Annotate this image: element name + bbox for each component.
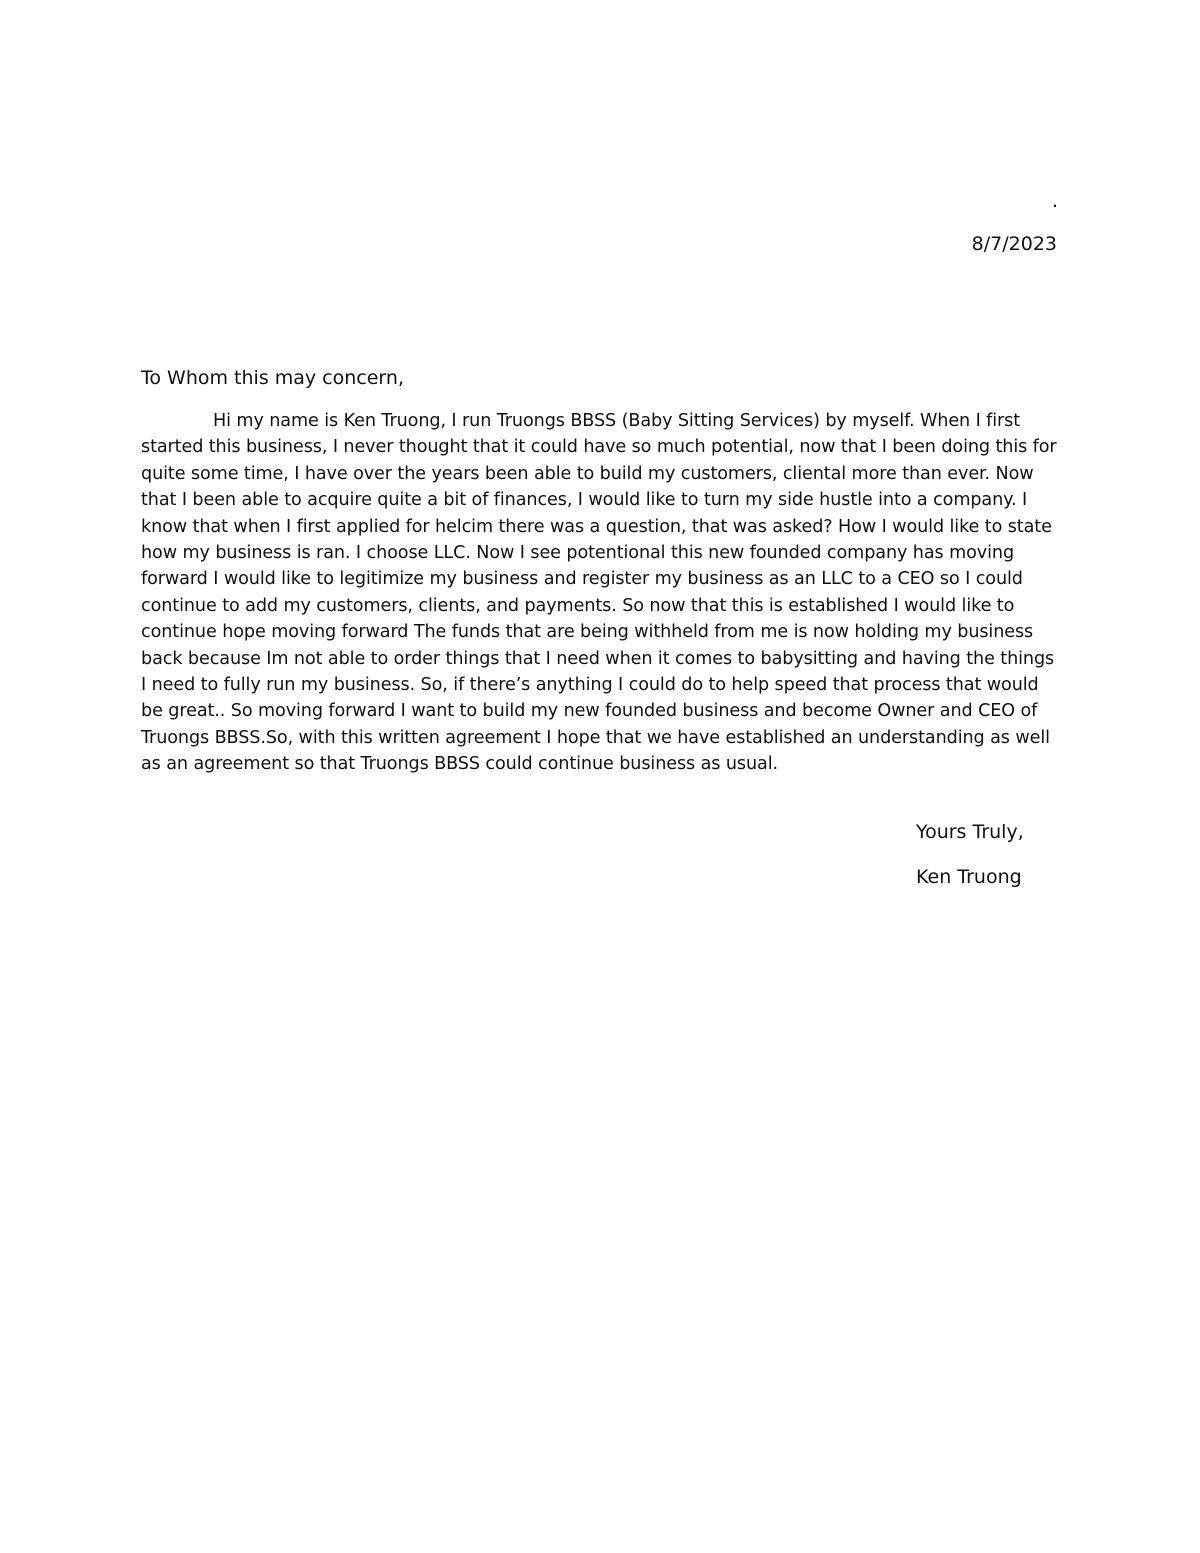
letter-closing: Yours Truly, xyxy=(916,821,1024,843)
letter-salutation: To Whom this may concern, xyxy=(141,367,404,389)
header-dot: . xyxy=(1051,190,1058,212)
letter-body: Hi my name is Ken Truong, I run Truongs BBSS (Baby Sitting Services) by myself. When I first started this business, I never thought that it could have so much potential, now that I been doing this for quite some time, I have over the years been able to build my customers, cliental more than ever. Now that I been able to acquire quite a bit of finances, I would like to turn my side hustle into a company. I know that when I first applied for helcim there was a question, that was asked? How I would like to state how my business is ran. I choose LLC. Now I see potentional this new founded company has moving forward I would like to legitimize my business and register my business as an LLC to a CEO so I could continue to add my customers, clients, and payments. So now that this is established I would like to continue hope moving forward The funds that are being withheld from me is now holding my business back because Im not able to order things that I need when it comes to babysitting and having the things I need to fully run my business. So, if there’s anything I could do to help speed that process that would be great.. So moving forward I want to build my new founded business and become Owner and CEO of Truongs BBSS.So, with this written agreement I hope that we have established an understanding as well as an agreement so that Truongs BBSS could continue business as usual. xyxy=(141,411,1057,775)
signature-name: Ken Truong xyxy=(916,866,1022,888)
letter-date: 8/7/2023 xyxy=(971,233,1057,255)
